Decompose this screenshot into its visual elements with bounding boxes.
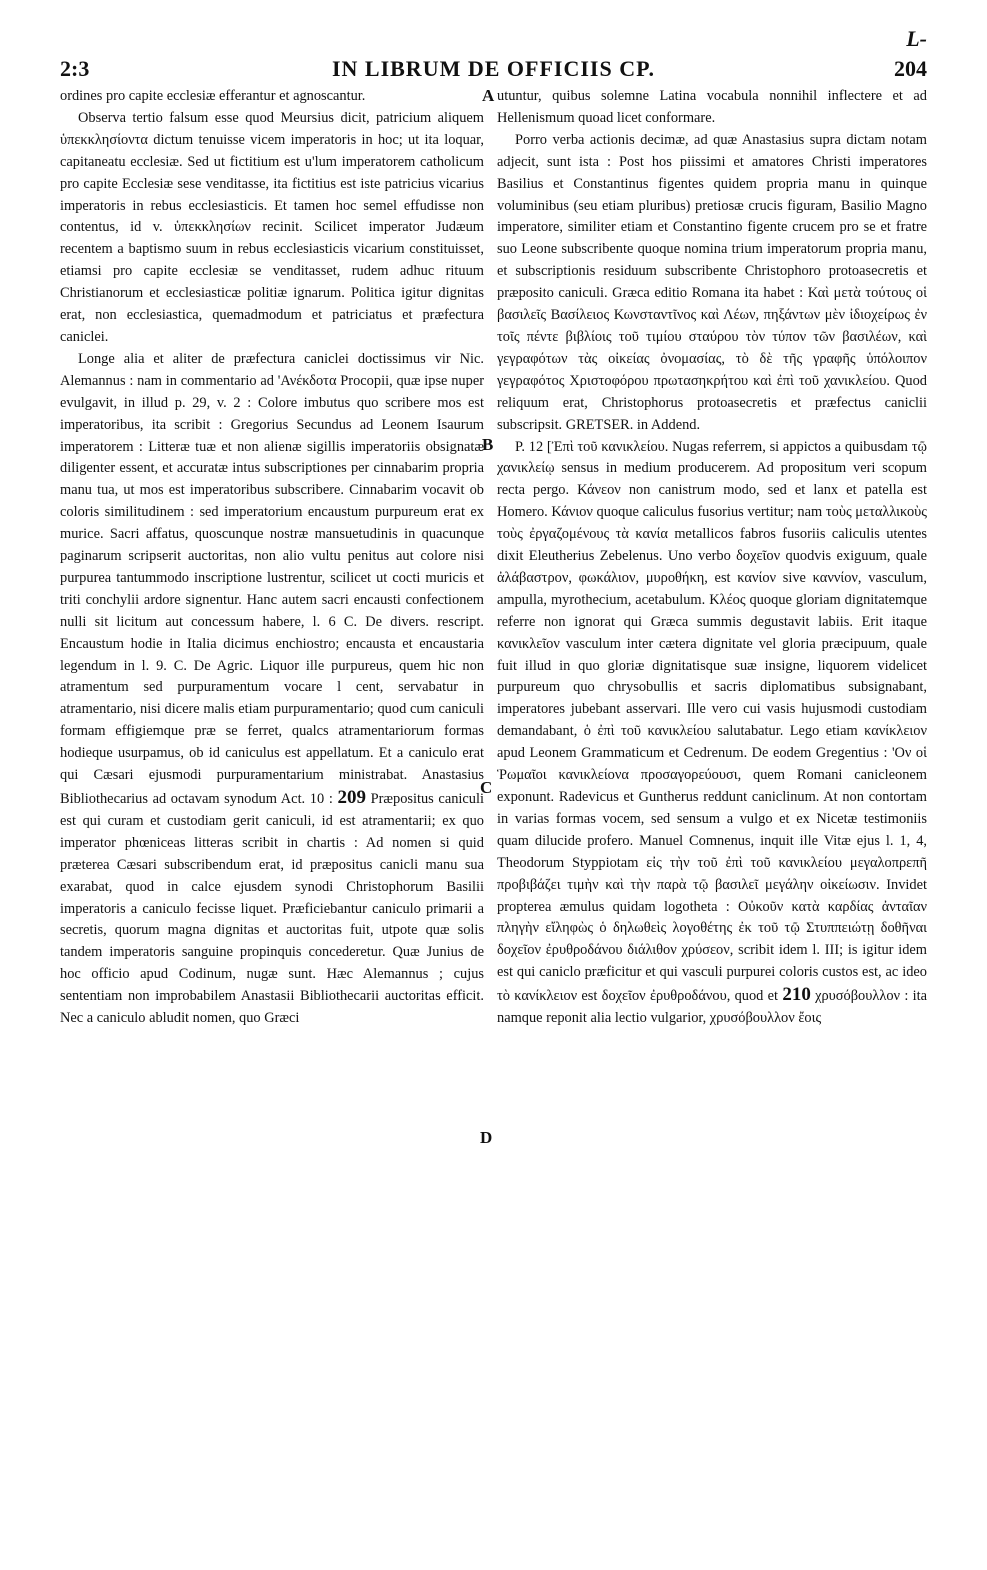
left-column bbox=[60, 86, 484, 1030]
left-paragraph-3 bbox=[60, 349, 484, 1030]
right-paragraph-2: Porro verba actionis decimæ, ad quæ Anastasius supra dictam notam adjecit, sunt ista : Post hos piissimi et amatores Christi imperatores Basilius et Constantinus figentes quidem propria manu in quinque voluminibus (seu etiam pluribus) pretiosæ crucis figuram, Basilio Magno imperatore, similiter etiam et Constantino figente crucem pro se et fratre suo Leone subscribente quoque nomina trium imperatorum propria manu, et subscriptionis residuum subscribente Christophoro protoasecretis et præposito caniculi. Græca editio Romana ita habet : Καὶ μετὰ τούτους οἱ βασιλεῖς Βασίλειος Κωνσταντῖνος καὶ Λέων, πηξάντων μὲν ἰδιοχείρως ἐν τοῖς πέντε βιβλίοις τοῦ τιμίου σταύρου τὸν τύπον τῶν βασιλέων, καὶ γεγραφότων τὰς οἰκείας ὀνομασίας, τὸ δὲ τῆς γραφῆς ὑπόλοιπον γεγραφότος Χριστοφόρου πρωτασηκρήτου καὶ ἐπὶ τοῦ χανικλείου. Quod reliquum erat, Christophorus protoasecretis et præfectus caniclii subscripsit. GRETSER. in Addend. bbox=[497, 131, 927, 433]
running-title: IN LIBRUM DE OFFICIIS CP. bbox=[331, 56, 656, 81]
left-paragraph-3-continued: Præpositus caniculi est qui curam et custodiam gerit caniculi, id est atramentarii; ex quo imperator phœniceas litteras scribit in chartis : Ad nomen si quid præterea Cæsari subscribendum erat, id præpositus canicli manu sua exarabat, quod in calce ejusdem synodi Christophorum Basilii imperatoris a caniculo fecisse liquet. Præficiebantur caniculo primarii a secretis, quorum magna dignitas et auctoritas fuit, utpote quæ solis tandem imperatoris sanguine propinquis concederetur. Quæ Junius de hoc officio apud Codinum, nugæ sunt. Hæc Alemannus ; cujus sententiam non improbabilem Anastasii Bibliothecarii auctoritas efficit. Nec a caniculo abludit nomen, quo Græci bbox=[60, 791, 484, 1027]
left-paragraph-1: ordines pro capite ecclesiæ efferantur et agnoscantur. bbox=[60, 88, 366, 104]
margin-letter-c: C bbox=[480, 778, 493, 797]
right-column bbox=[497, 86, 927, 1030]
page-number-right: 204 bbox=[894, 56, 927, 81]
right-paragraph-1: utuntur, quibus solemne Latina vocabula nonnihil inflectere et ad Hellenismum quoad licet conformare. bbox=[497, 88, 927, 126]
margin-letter-d: D bbox=[480, 1128, 493, 1147]
left-paragraph-3-text: Longe alia et aliter de præfectura caniclei doctissimus vir Nic. Alemannus : nam in commentario ad 'Ανέκδοτα Procopii, quæ ipse nuper evulgavit, in illud p. 29, v. 2 : Colore imbutus quo scribere mos est imperatoribus, ita scribit : Gregorius Secundus ad Leonem Isaurum imperatorem : Litteræ tuæ et non alienæ sigillis imperatoriis obsignatæ diligenter essent, et accuratæ intus subscriptiones per cinnabarim propria manu tua, ut mos est imperatoribus subscribere. Cinnabarim vocavit ob coloris similitudinem : sed imperatorium encaustum purpureum erat ex murice. Sacri affatus, quoscunque nostræ mansuetudinis in quacunque paginarum scripserit auctoritas, non alio vultu penitus aut colore nisi purpurea tantummodo inscriptione lustrentur, scilicet ut cocti muricis et triti conchylii ardore signentur. Hanc autem sacri encausti confectionem nulli sit licitum aut concessum habere, l. 6 C. De divers. rescript. Encaustum hodie in Italia dicimus enchiostro; encausta et encaustaria legendum in l. 9. C. De Agric. Liquor ille purpureus, quem hic non atramentum sed purpuramentum vocare l cent, servabatur in atramentario, nisi dicere malis etiam purpuramentario; quod cum caniculi formam effigiemque præ se ferret, qualcs atramentariorum formas hodieque usurpamus, ob id caniculus est appellatum. Et a caniculo erat qui Cæsari ejusmodi purpuramentarium ministrabat. Anastasius Bibliothecarius ad octavam synodum Act. 10 : bbox=[60, 350, 484, 807]
right-paragraph-3-continued: χρυσόβουλλον : ita namque reponit alia lectio vulgarior, χρυσόβουλλον ἔοις bbox=[497, 988, 927, 1027]
margin-letter-a: A bbox=[482, 86, 495, 105]
left-paragraph-2: Observa tertio falsum esse quod Meursius dicit, patricium aliquem ὑπεκκλησίοντα dictum tenuisse vicem imperatoris in hoc; ut ita loquar, capitaneatu ecclesiæ. Sed ut fictitium est u'lum imperatorem catholicum pro capite Ecclesiæ sese venditasse, ita fictitius est iste patricius vicarius imperatoris in rebus ecclesiasticis. Et tamen hoc semel effudisse non contentus, id v. ὑπεκκλησίων recinit. Scilicet imperator Judæum recentem a baptismo suum in rebus ecclesiasticis vicarium constituisset, etiamsi pro capite ecclesiæ se venditasset, rudem adhuc rituum Christianorum et ecclesiasticæ politiæ ignarum. Politica igitur dignitas erat, non ecclesiastica, quemadmodum et patriciatus et præfectura caniclei. bbox=[60, 109, 484, 345]
right-paragraph-3-text: P. 12 [Ἐπὶ τοῦ κανικλείου. Nugas referrem, si appictos a quibusdam τῷ χανικλείῳ sensus in medium producerem. Ad propositum veri scopum recta pergo. Κάνεον non canistrum modo, sed et lanx et patella est Homero. Κάνιον quoque caliculus fusorius vertitur; nam τοὺς μεταλλικοὺς τοὺς ἐργαζομένους τὰ κανία metallicos fabros fusoriis caliculis utentes dixit Eleutherius Zebelenus. Uno verbo δοχεῖον quodvis exiguum, quale ἀλάβαστρον, φωκάλιον, μυροθήκη, est κανίον sive καννίον, vasculum, ampulla, myrothecium, acetabulum. Κλέος quoque gloriam dignitatemque referre non ignorat qui Græca summis degustavit labiis. Erit itaque κανικλεῖον vasculum inter cætera dignitate vel gloria præcipuum, quale fuit illud in quo gloriæ dignitatisque suæ insigne, liquorem videlicet purpureum quo chrysobullis et sacris diplomatibus subsignabant, imperatores jubebant asservari. Ille vero cui vasis hujusmodi custodiam demandabant, ὁ ἐπὶ τοῦ κανικλείου salutabatur. Lego etiam κανίκλειον apud Leonem Grammaticum et Cedrenum. De eodem Gregentius : 'Ον οἱ Ῥωμαῖοι κανικλείονα προσαγορεύουσι, quem Romani canicleonem exponunt. Radevicus et Guntherus reddunt caniclinum. At non contortam in varias formas vocem, sed sensum a vulgo et ex Nicetæ testimoniis quam dilucide profero. Manuel Comnenus, inquit ille Vitæ ejus l. 1, 4, Theodorum Styppiotam εἰς τὴν τοῦ ἐπὶ τοῦ κανικλείου μεγαλοπρεπῆ προβιβάζει τιμὴν καὶ τὴν παρὰ τῷ βασιλεῖ μεγάλην οἰκείωσιν. Invidet propterea æmulus quidam logotheta : Οὐκοῦν κατὰ καρδίας ἀνταῖαν πληγὴν εἴληφὼς ὁ δηλωθεὶς λογοθέτης ἐκ τοῦ τῷ Στυππειώτῃ δοθῆναι δοχεῖον ἐρυθροδάνου διάλιθον χρύσεον, scribit idem l. III; is igitur idem est qui caniclo præficitur et qui vasculi purpurei coloris custos est, ac ideo τὸ κανίκλειον est δοχεῖον ἐρυθροδάνου, quod et bbox=[497, 438, 927, 1005]
inline-page-number-209: 209 bbox=[337, 787, 366, 808]
margin-letter-b: B bbox=[482, 435, 494, 454]
running-header bbox=[60, 26, 927, 84]
corner-mark: L- bbox=[906, 26, 927, 51]
page-number-left: 2:3 bbox=[60, 56, 90, 81]
inline-page-number-210: 210 bbox=[782, 984, 811, 1006]
right-paragraph-3 bbox=[497, 437, 927, 1030]
